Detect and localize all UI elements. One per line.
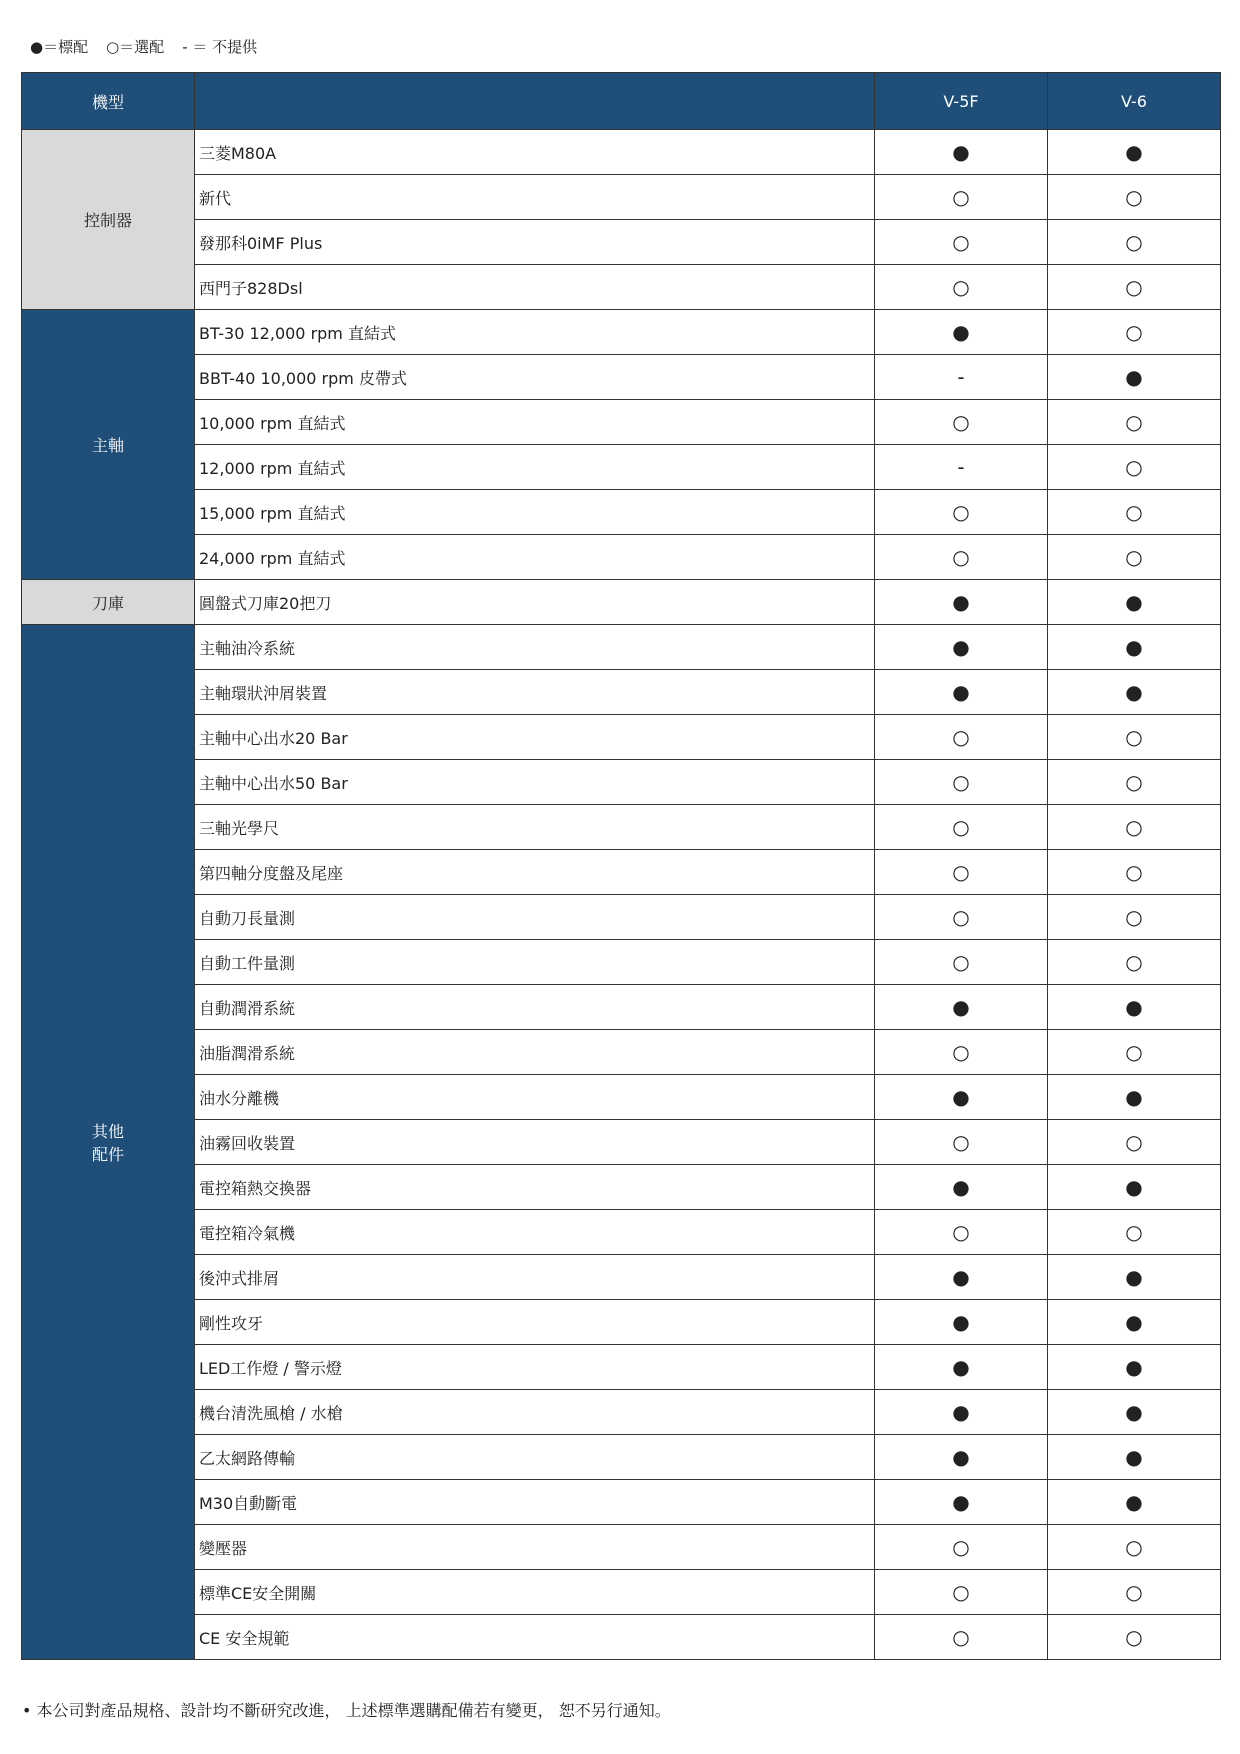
table-row bbox=[22, 1120, 1221, 1165]
v5f-availability: ○ bbox=[875, 1525, 1048, 1570]
item-name: 油水分離機 bbox=[195, 1075, 875, 1120]
item-name: BT-30 12,000 rpm 直結式 bbox=[195, 310, 875, 355]
group-label: 刀庫 bbox=[22, 580, 195, 625]
item-name: 油脂潤滑系統 bbox=[195, 1030, 875, 1075]
v5f-availability: ○ bbox=[875, 535, 1048, 580]
v6-availability: ○ bbox=[1048, 265, 1221, 310]
table-row bbox=[22, 220, 1221, 265]
v5f-availability: ● bbox=[875, 1075, 1048, 1120]
table-row bbox=[22, 895, 1221, 940]
item-name: 自動工件量測 bbox=[195, 940, 875, 985]
item-name: 新代 bbox=[195, 175, 875, 220]
item-name: 10,000 rpm 直結式 bbox=[195, 400, 875, 445]
v5f-availability: ○ bbox=[875, 400, 1048, 445]
v5f-availability: ○ bbox=[875, 850, 1048, 895]
table-row bbox=[22, 445, 1221, 490]
v6-availability: ○ bbox=[1048, 715, 1221, 760]
item-name: 後沖式排屑 bbox=[195, 1255, 875, 1300]
table-row bbox=[22, 1345, 1221, 1390]
v6-availability: ○ bbox=[1048, 400, 1221, 445]
table-row bbox=[22, 490, 1221, 535]
item-name: M30自動斷電 bbox=[195, 1480, 875, 1525]
item-name: LED工作燈 / 警示燈 bbox=[195, 1345, 875, 1390]
item-name: 三菱M80A bbox=[195, 130, 875, 175]
table-row bbox=[22, 1570, 1221, 1615]
table-row bbox=[22, 670, 1221, 715]
v6-availability: ○ bbox=[1048, 850, 1221, 895]
v5f-availability: ● bbox=[875, 1390, 1048, 1435]
table-row bbox=[22, 625, 1221, 670]
v6-availability: ● bbox=[1048, 1300, 1221, 1345]
table-row bbox=[22, 400, 1221, 445]
table-row bbox=[22, 355, 1221, 400]
header-blank bbox=[195, 73, 875, 130]
v5f-availability: ● bbox=[875, 580, 1048, 625]
item-name: CE 安全規範 bbox=[195, 1615, 875, 1660]
v5f-availability: - bbox=[875, 445, 1048, 490]
table-row bbox=[22, 535, 1221, 580]
v5f-availability: ● bbox=[875, 1345, 1048, 1390]
item-name: 主軸油冷系統 bbox=[195, 625, 875, 670]
item-name: 電控箱熱交換器 bbox=[195, 1165, 875, 1210]
v5f-availability: ○ bbox=[875, 805, 1048, 850]
v5f-availability: ○ bbox=[875, 715, 1048, 760]
table-row bbox=[22, 1030, 1221, 1075]
v6-availability: ● bbox=[1048, 1390, 1221, 1435]
table-row bbox=[22, 985, 1221, 1030]
v6-availability: ○ bbox=[1048, 1570, 1221, 1615]
table-row bbox=[22, 580, 1221, 625]
item-name: 標準CE安全開關 bbox=[195, 1570, 875, 1615]
v5f-availability: ○ bbox=[875, 265, 1048, 310]
table-row bbox=[22, 175, 1221, 220]
v6-availability: ● bbox=[1048, 670, 1221, 715]
table-row bbox=[22, 1435, 1221, 1480]
v6-availability: ○ bbox=[1048, 940, 1221, 985]
v6-availability: ● bbox=[1048, 1255, 1221, 1300]
v6-availability: ○ bbox=[1048, 1120, 1221, 1165]
v6-availability: ○ bbox=[1048, 1030, 1221, 1075]
v6-availability: ○ bbox=[1048, 445, 1221, 490]
item-name: 剛性攻牙 bbox=[195, 1300, 875, 1345]
v6-availability: ○ bbox=[1048, 1615, 1221, 1660]
item-name: 24,000 rpm 直結式 bbox=[195, 535, 875, 580]
v6-availability: ● bbox=[1048, 1075, 1221, 1120]
item-name: 三軸光學尺 bbox=[195, 805, 875, 850]
item-name: 12,000 rpm 直結式 bbox=[195, 445, 875, 490]
table-row bbox=[22, 940, 1221, 985]
table-row bbox=[22, 805, 1221, 850]
v6-availability: ● bbox=[1048, 580, 1221, 625]
group-label: 主軸 bbox=[22, 310, 195, 580]
v6-availability: ○ bbox=[1048, 175, 1221, 220]
table-row bbox=[22, 1075, 1221, 1120]
legend-not-available: - ＝ 不提供 bbox=[182, 38, 258, 56]
table-row bbox=[22, 130, 1221, 175]
item-name: 圓盤式刀庫20把刀 bbox=[195, 580, 875, 625]
table-row bbox=[22, 1525, 1221, 1570]
header-v6: V-6 bbox=[1048, 73, 1221, 130]
spec-table bbox=[21, 72, 1221, 1660]
v6-availability: ○ bbox=[1048, 805, 1221, 850]
v5f-availability: ● bbox=[875, 1165, 1048, 1210]
v5f-availability: ○ bbox=[875, 490, 1048, 535]
item-name: 西門子828Dsl bbox=[195, 265, 875, 310]
v5f-availability: ○ bbox=[875, 175, 1048, 220]
v6-availability: ● bbox=[1048, 985, 1221, 1030]
v5f-availability: ● bbox=[875, 985, 1048, 1030]
table-row bbox=[22, 1255, 1221, 1300]
v5f-availability: ○ bbox=[875, 1570, 1048, 1615]
v5f-availability: ○ bbox=[875, 220, 1048, 265]
v5f-availability: ● bbox=[875, 1435, 1048, 1480]
header-model: 機型 bbox=[22, 73, 195, 130]
table-body bbox=[22, 130, 1221, 1660]
v6-availability: ● bbox=[1048, 1435, 1221, 1480]
table-row bbox=[22, 1165, 1221, 1210]
v5f-availability: ○ bbox=[875, 1210, 1048, 1255]
v5f-availability: ● bbox=[875, 1255, 1048, 1300]
v6-availability: ○ bbox=[1048, 220, 1221, 265]
item-name: 主軸中心出水20 Bar bbox=[195, 715, 875, 760]
footnote: • 本公司對產品規格、設計均不斷研究改進， 上述標準選購配備若有變更， 恕不另行通知。 bbox=[22, 1701, 671, 1720]
item-name: 變壓器 bbox=[195, 1525, 875, 1570]
v6-availability: ○ bbox=[1048, 490, 1221, 535]
legend-standard: ●＝標配 bbox=[30, 38, 89, 56]
v5f-availability: ● bbox=[875, 1480, 1048, 1525]
table-row bbox=[22, 265, 1221, 310]
v6-availability: ○ bbox=[1048, 535, 1221, 580]
v5f-availability: ● bbox=[875, 670, 1048, 715]
v5f-availability: ● bbox=[875, 625, 1048, 670]
v5f-availability: ● bbox=[875, 130, 1048, 175]
v6-availability: ● bbox=[1048, 1165, 1221, 1210]
item-name: 第四軸分度盤及尾座 bbox=[195, 850, 875, 895]
group-label: 其他 配件 bbox=[22, 625, 195, 1660]
v6-availability: ● bbox=[1048, 1480, 1221, 1525]
v6-availability: ● bbox=[1048, 130, 1221, 175]
v5f-availability: ● bbox=[875, 1300, 1048, 1345]
header-v5f: V-5F bbox=[875, 73, 1048, 130]
table-row bbox=[22, 715, 1221, 760]
table-row bbox=[22, 310, 1221, 355]
item-name: 自動刀長量測 bbox=[195, 895, 875, 940]
legend-optional: ○＝選配 bbox=[106, 38, 165, 56]
v5f-availability: ● bbox=[875, 310, 1048, 355]
v6-availability: ● bbox=[1048, 625, 1221, 670]
v5f-availability: ○ bbox=[875, 1030, 1048, 1075]
table-row bbox=[22, 1390, 1221, 1435]
table-row bbox=[22, 1300, 1221, 1345]
v6-availability: ○ bbox=[1048, 895, 1221, 940]
item-name: 機台清洗風槍 / 水槍 bbox=[195, 1390, 875, 1435]
item-name: 自動潤滑系統 bbox=[195, 985, 875, 1030]
group-label: 控制器 bbox=[22, 130, 195, 310]
item-name: 乙太網路傳輸 bbox=[195, 1435, 875, 1480]
item-name: 發那科0iMF Plus bbox=[195, 220, 875, 265]
table-row bbox=[22, 1615, 1221, 1660]
table-row bbox=[22, 1480, 1221, 1525]
table-header-row bbox=[22, 73, 1221, 130]
table-row bbox=[22, 760, 1221, 805]
item-name: BBT-40 10,000 rpm 皮帶式 bbox=[195, 355, 875, 400]
legend bbox=[30, 36, 257, 57]
v6-availability: ● bbox=[1048, 355, 1221, 400]
v5f-availability: ○ bbox=[875, 1615, 1048, 1660]
v6-availability: ○ bbox=[1048, 760, 1221, 805]
v6-availability: ○ bbox=[1048, 1210, 1221, 1255]
v5f-availability: ○ bbox=[875, 760, 1048, 805]
v6-availability: ● bbox=[1048, 1345, 1221, 1390]
table-row bbox=[22, 1210, 1221, 1255]
item-name: 主軸中心出水50 Bar bbox=[195, 760, 875, 805]
item-name: 15,000 rpm 直結式 bbox=[195, 490, 875, 535]
table-row bbox=[22, 850, 1221, 895]
v5f-availability: ○ bbox=[875, 895, 1048, 940]
item-name: 電控箱冷氣機 bbox=[195, 1210, 875, 1255]
item-name: 主軸環狀沖屑裝置 bbox=[195, 670, 875, 715]
v6-availability: ○ bbox=[1048, 1525, 1221, 1570]
v5f-availability: - bbox=[875, 355, 1048, 400]
item-name: 油霧回收裝置 bbox=[195, 1120, 875, 1165]
v6-availability: ○ bbox=[1048, 310, 1221, 355]
v5f-availability: ○ bbox=[875, 940, 1048, 985]
v5f-availability: ○ bbox=[875, 1120, 1048, 1165]
